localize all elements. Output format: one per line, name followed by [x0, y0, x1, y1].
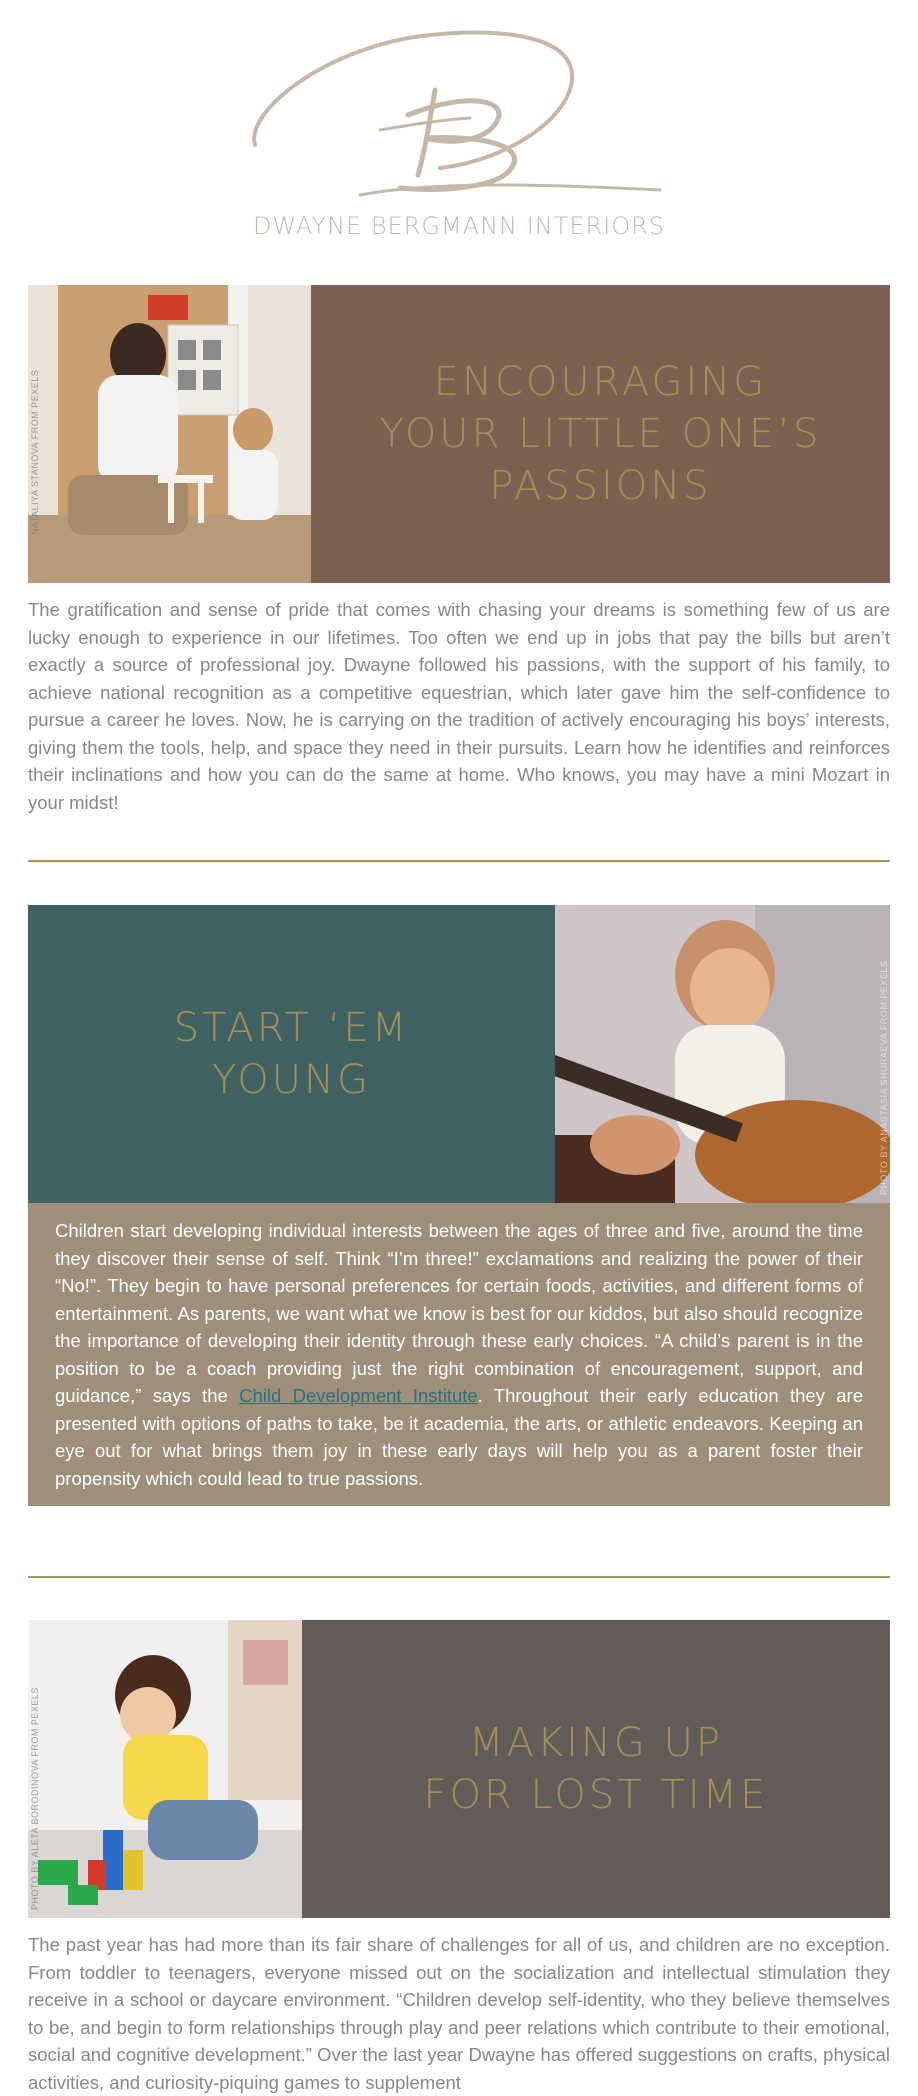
section-headline: START ‘EM YOUNG [173, 1005, 410, 1103]
section-start-young-banner [28, 905, 890, 1203]
section-passions-body: The gratification and sense of pride that comes with chasing your dreams is something few of us are lucky enough to experience in our lifetimes. Too often we end up in jobs that pay the bills but aren’t exactly a source of professional joy. Dwayne followed his passions, with the support of his family, to achieve national recognition as a competitive equestrian, which later gave him the self-confidence to pursue a career he loves. Now, he is carrying on the tradition of actively encouraging his boys’ interests, giving them the tools, help, and space they need in their pursuits. Learn how he identifies and reinforces their inclinations and how you can do the same at home. Who knows, you may have a mini Mozart in your midst! [28, 599, 890, 813]
child-development-institute-link[interactable]: Child Development Institute [239, 1385, 478, 1406]
headline-panel-1 [311, 285, 890, 583]
photo-father-daughter [28, 285, 311, 583]
section-start-young-body [28, 1203, 890, 1506]
body-text-part-1: Children start developing individual interests between the ages of three and five, around the time they discover their sense of self. Think “I’m three!” exclamations and realizing the power of their “No!”. They begin to have personal preferences for certain foods, activities, and different forms of entertainment. As parents, we want what we know is best for our kiddos, but also should recognize the importance of developing their identity through these early choices. “A child’s parent is in the position to be a coach providing just the right combination of encouragement, support, and guidance,” says the [55, 1220, 863, 1406]
headline-panel-3 [302, 1620, 890, 1918]
section-passions-banner [28, 285, 890, 583]
section-headline: ENCOURAGING YOUR LITTLE ONE’S PASSIONS [379, 359, 822, 509]
section-divider [28, 1576, 890, 1578]
section-divider [28, 860, 890, 862]
photo-baby-guitar [555, 905, 890, 1203]
section-headline: MAKING UP FOR LOST TIME [423, 1720, 769, 1818]
photo-credit-3: PHOTO BY ALETA BORODINOVA FROM PEXELS [30, 1687, 40, 1910]
body-text-part-2: . Throughout their early education they are presented with options of paths to take, be it academia, the arts, or athletic endeavors. Keeping an eye out for what brings them joy in these early days will help you as a parent foster their propensity which could lead to true passions. [55, 1385, 863, 1489]
photo-credit-1: NATALIYA STANOVA FROM PEXELS [30, 369, 40, 535]
brand-logo-monogram [240, 20, 680, 210]
headline-panel-2 [28, 905, 555, 1203]
photo-credit-2: PHOTO BY ANASTASIA SHURAEVA FROM PEXELS [879, 960, 889, 1195]
brand-name: DWAYNE BERGMANN INTERIORS [252, 212, 666, 240]
section-lost-time-banner [28, 1620, 890, 1918]
header [0, 0, 918, 260]
photo-boy-blocks [28, 1620, 302, 1918]
section-lost-time-body: The past year has had more than its fair share of challenges for all of us, and children are no exception. From toddler to teenagers, everyone missed out on the socialization and intellectual stimulation they receive in a school or daycare environment. “Children develop self-identity, who they believe themselves to be, and begin to form relationships through play and peer relations which contribute to their emotional, social and cognitive development.” Over the last year Dwayne has offered suggestions on crafts, physical activities, and curiosity-piquing games to supplement [28, 1934, 890, 2093]
